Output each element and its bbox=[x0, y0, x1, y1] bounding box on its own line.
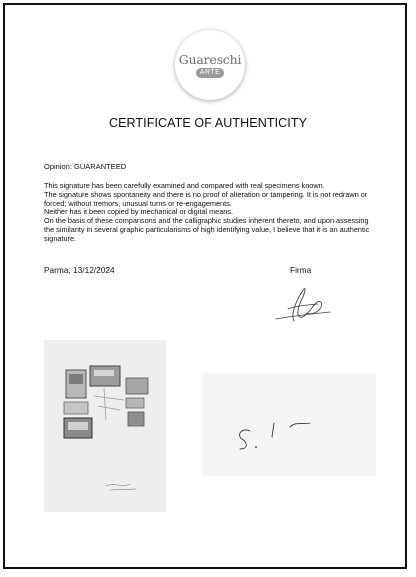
opinion-line: Opinion: GUARANTEED bbox=[44, 162, 127, 171]
handwritten-signature bbox=[272, 285, 334, 325]
signature-photo bbox=[202, 373, 376, 476]
place-date: Parma, 13/12/2024 bbox=[44, 265, 115, 275]
body-paragraph: The signature shows spontaneity and there is no proof of alteration or tampering. It is not redrawn or forced; without tremors, unusual turns or re-engagements. bbox=[44, 189, 368, 208]
certificate-body bbox=[44, 182, 380, 244]
artwork-photo bbox=[44, 340, 166, 512]
certificate-title: CERTIFICATE OF AUTHENTICITY bbox=[108, 116, 308, 130]
logo-sub: ARTE bbox=[196, 68, 225, 78]
body-paragraph: Neither has it been copied by mechanical or digital means. bbox=[44, 207, 234, 217]
body-paragraph: On the basis of these comparisons and the calligraphic studies inherent thereto, and upon assessing the similarity in several graphic particularisms of high identifying value, I believe that it is an authentic signature. bbox=[44, 216, 370, 243]
body-paragraph: This signature has been carefully examined and compared with real specimens known. bbox=[44, 181, 325, 190]
logo-name: Guareschi bbox=[178, 51, 242, 67]
guareschi-arte-logo bbox=[175, 30, 245, 100]
firma-label: Firma bbox=[290, 265, 312, 275]
